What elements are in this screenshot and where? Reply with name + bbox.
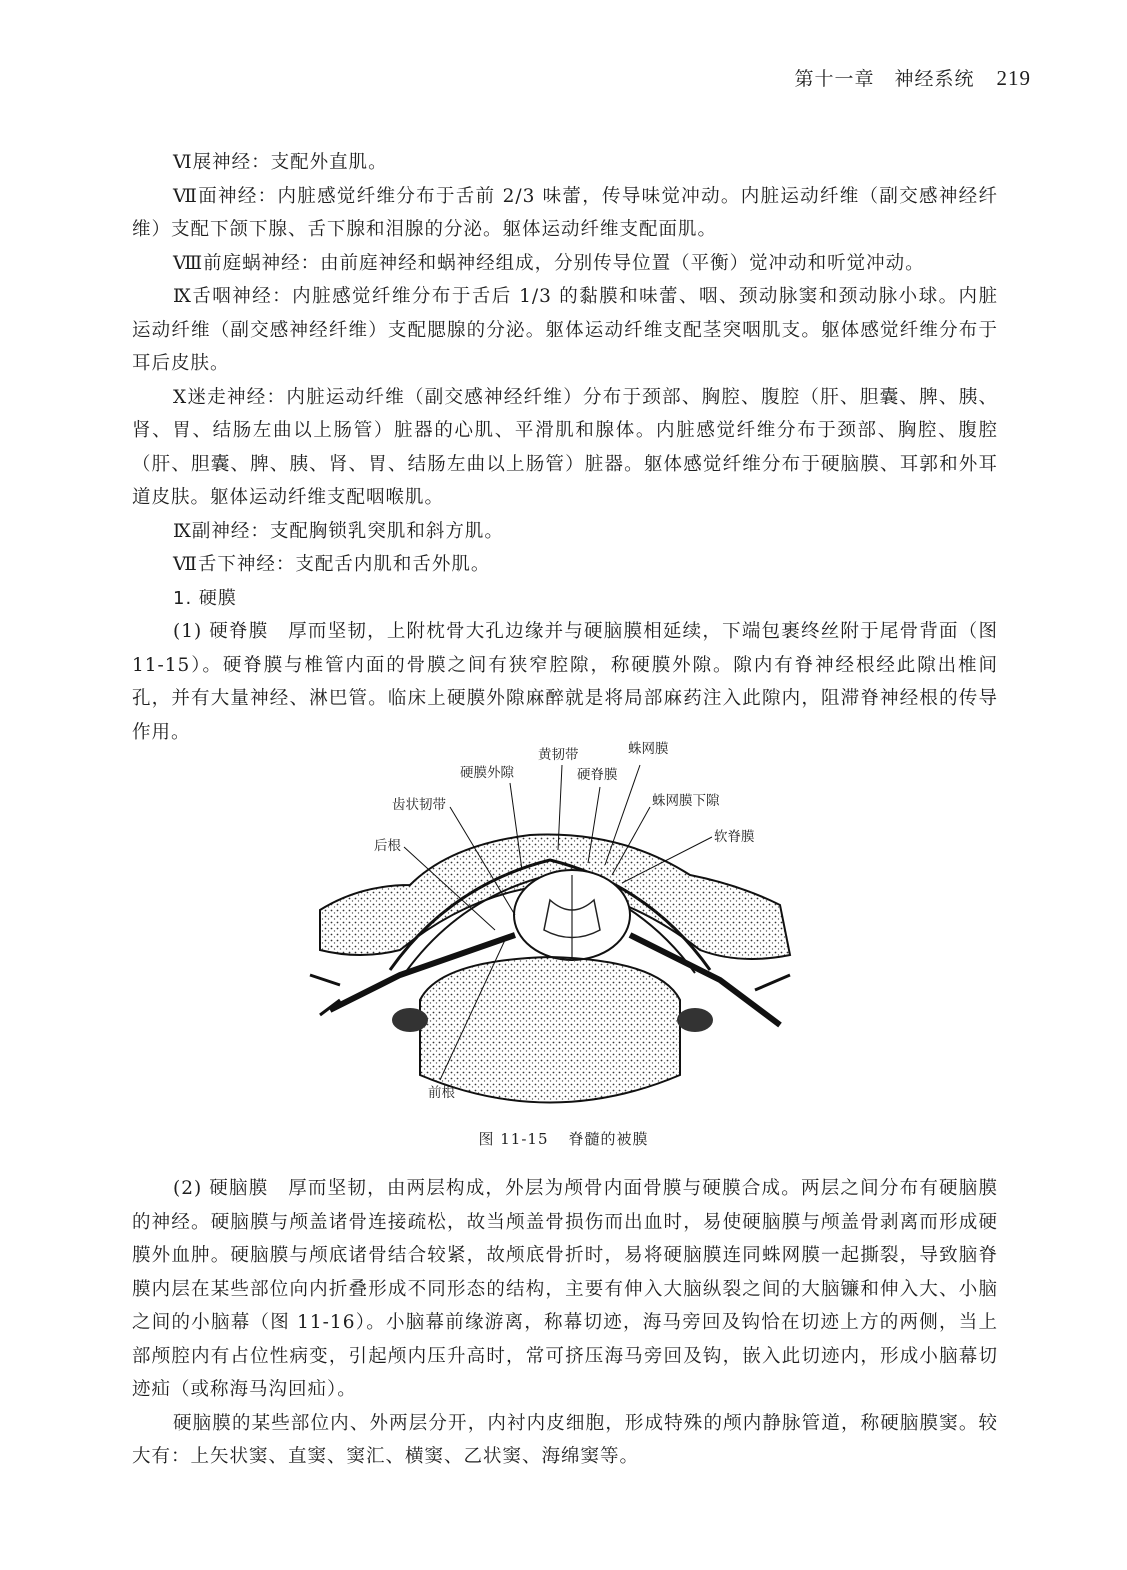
paragraph-vagus: Ⅹ迷走神经：内脏运动纤维（副交感神经纤维）分布于颈部、胸腔、腹腔（肝、胆囊、脾、胰、肾、胃、结肠左曲以上肠管）脏器的心肌、平滑肌和腺体。内脏感觉纤维分布于颈部、胸腔、腹腔（肝、胆囊、脾、胰、肾、胃、结肠左曲以上肠管）脏器。躯体感觉纤维分布于硬脑膜、耳郭和外耳道皮肤。躯体运动纤维支配咽喉肌。 [132,386,998,508]
label-epidural-space: 硬膜外隙 [460,765,514,781]
spinal-meninges-illustration [300,735,800,1115]
page-number: 219 [996,66,1031,90]
figure-caption-number: 图 11-15 [478,1130,549,1148]
label-arachnoid: 蛛网膜 [628,741,669,757]
body-text-top [132,146,998,749]
paragraph-hypoglossal: Ⅶ舌下神经：支配舌内肌和舌外肌。 [173,554,491,575]
paragraph-facial: Ⅶ面神经：内脏感觉纤维分布于舌前 2/3 味蕾，传导味觉冲动。内脏运动纤维（副交感神经纤维）支配下颌下腺、舌下腺和泪腺的分泌。躯体运动纤维支配面肌。 [132,185,998,240]
paragraph-accessory: Ⅸ副神经：支配胸锁乳突肌和斜方肌。 [173,520,504,542]
paragraph-dural-sinuses: 硬脑膜的某些部位内、外两层分开，内衬内皮细胞，形成特殊的颅内静脉管道，称硬脑膜窦。较大有：上矢状窦、直窦、窦汇、横窦、乙状窦、海绵窦等。 [132,1412,998,1467]
vertebral-body [420,957,680,1103]
label-subarachnoid-space: 蛛网膜下隙 [652,793,720,809]
label-denticulate-ligament: 齿状韧带 [392,797,446,813]
chapter-title: 第十一章 神经系统 [794,68,975,90]
figure-spinal-meninges [300,735,800,1115]
paragraph-abducens: Ⅵ展神经：支配外直肌。 [173,152,388,173]
paragraph-cerebral-dura: (2) 硬脑膜 厚而坚韧，由两层构成，外层为颅骨内面骨膜与硬膜合成。两层之间分布有硬脑膜的神经。硬脑膜与颅盖诸骨连接疏松，故当颅盖骨损伤而出血时，易使硬脑膜与颅盖骨剥离而形成硬膜外血肿。硬脑膜与颅底诸骨结合较紧，故颅底骨折时，易将硬脑膜连同蛛网膜一起撕裂，导致脑脊膜内层在某些部位向内折叠形成不同形态的结构，主要有伸入大脑纵裂之间的大脑镰和伸入大、小脑之间的小脑幕（图 11-16）。小脑幕前缘游离，称幕切迹，海马旁回及钩恰在切迹上方的两侧，当上部颅腔内有占位性病变，引起颅内压升高时，常可挤压海马旁回及钩，嵌入此切迹内，形成小脑幕切迹疝（或称海马沟回疝）。 [132,1178,998,1400]
label-ligamentum-flavum: 黄韧带 [538,747,579,763]
label-pia-mater: 软脊膜 [714,829,755,845]
page-header [794,64,1031,91]
label-spinal-dura: 硬脊膜 [577,767,618,783]
body-text-bottom [132,1172,998,1474]
label-posterior-root: 后根 [374,838,401,854]
paragraph-vestibulocochlear: Ⅷ前庭蜗神经：由前庭神经和蜗神经组成，分别传导位置（平衡）觉冲动和听觉冲动。 [173,252,925,274]
paragraph-spinal-dura: (1) 硬脊膜 厚而坚韧，上附枕骨大孔边缘并与硬脑膜相延续，下端包裹终丝附于尾骨背面（图 11-15）。硬脊膜与椎管内面的骨膜之间有狭窄腔隙，称硬膜外隙。隙内有脊神经根经此隙出椎间孔，并有大量神经、淋巴管。临床上硬膜外隙麻醉就是将局部麻药注入此隙内，阻滞脊神经根的传导作用。 [132,621,998,743]
label-anterior-root: 前根 [428,1085,455,1101]
section-heading: 1. 硬膜 [173,587,237,609]
paragraph-glossopharyngeal: Ⅸ舌咽神经：内脏感觉纤维分布于舌后 1/3 的黏膜和味蕾、咽、颈动脉窦和颈动脉小球。内脏运动纤维（副交感神经纤维）支配腮腺的分泌。躯体运动纤维支配茎突咽肌支。躯体感觉纤维分布于耳后皮肤。 [132,286,998,374]
figure-caption [0,1128,1127,1149]
figure-caption-title: 脊髓的被膜 [568,1130,649,1148]
